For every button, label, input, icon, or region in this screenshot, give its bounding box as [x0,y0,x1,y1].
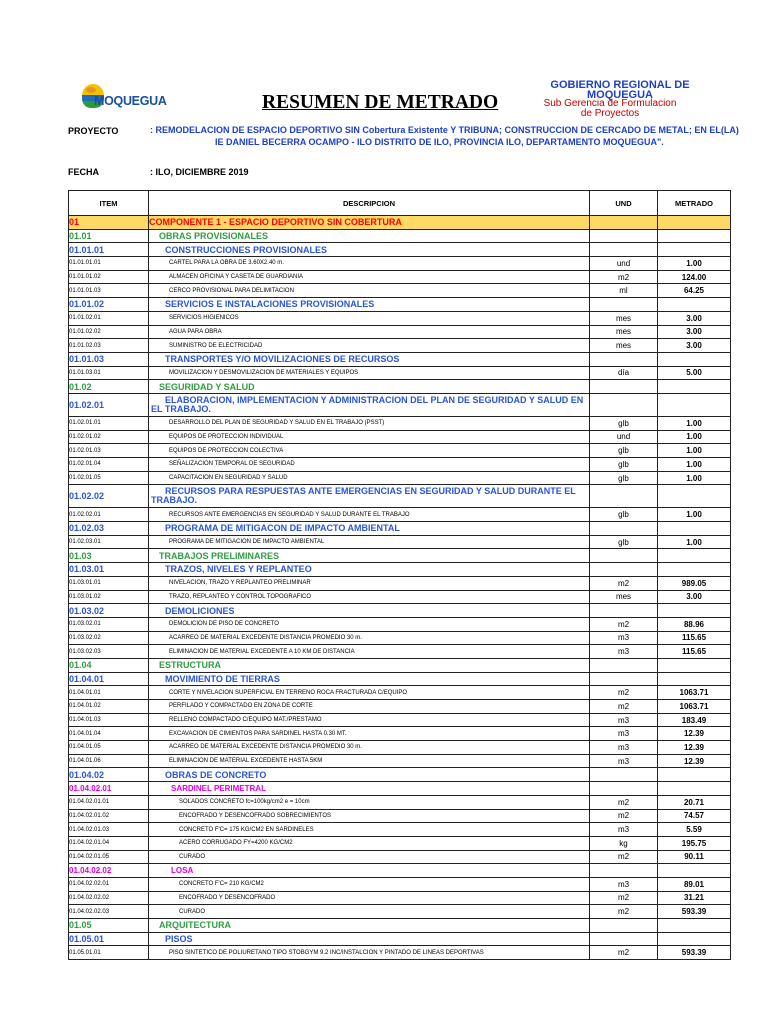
table-row [69,850,731,864]
row-unit: m2 [590,576,658,590]
table-row [69,932,731,946]
row-item: 01.04.01.03 [69,713,149,727]
row-item: 01.02.02.01 [69,508,149,522]
row-unit: mes [590,311,658,325]
page-title: RESUMEN DE METRADO [262,92,499,113]
row-unit: m2 [590,795,658,809]
gobierno-regional: GOBIERNO REGIONAL DE MOQUEGUA [550,79,690,101]
row-description: SERVICIOS HIGIENICOS [149,311,590,325]
row-unit [590,298,658,312]
row-description: ELIMINACION DE MATERIAL EXCEDENTE HASTA 5KM [149,754,590,768]
table-row [69,741,731,755]
table-row [69,809,731,823]
row-metrado: 1.00 [658,257,731,271]
row-metrado: 1.00 [658,416,731,430]
row-description: SEÑALIZACION TEMPORAL DE SEGURIDAD [149,458,590,472]
row-metrado: 989.05 [658,576,731,590]
row-metrado [658,393,731,416]
row-item: 01.03.02.03 [69,645,149,659]
table-row [69,284,731,298]
row-description: EQUIPOS DE PROTECCION COLECTIVA [149,444,590,458]
row-item: 01.01.02.01 [69,311,149,325]
table-row [69,229,731,243]
row-unit: m2 [590,850,658,864]
row-unit: ml [590,284,658,298]
table-row [69,658,731,672]
row-metrado: 593.39 [658,946,731,960]
row-item: 01.03.02.01 [69,617,149,631]
row-unit: und [590,257,658,271]
row-item: 01.04.02.01.05 [69,850,149,864]
row-unit: m3 [590,727,658,741]
row-metrado: 12.39 [658,727,731,741]
table-row [69,823,731,837]
row-metrado: 1.00 [658,508,731,522]
table-row [69,686,731,700]
row-metrado [658,380,731,394]
header-und: UND [590,191,658,216]
row-unit: m2 [590,686,658,700]
row-description: ELIMINACION DE MATERIAL EXCEDENTE A 10 KM DE DISTANCIA [149,645,590,659]
row-metrado: 88.96 [658,617,731,631]
row-item: 01.01.01.01 [69,257,149,271]
row-description: PISO SINTETICO DE POLIURETANO TIPO STOBGYM 9.2 INC/INSTALCION Y PINTADO DE LINEAS DEPORTIVAS [149,946,590,960]
table-row [69,576,731,590]
table-row [69,471,731,485]
row-metrado [658,919,731,933]
row-unit: glb [590,458,658,472]
table-header-row [69,191,731,216]
row-metrado [658,672,731,686]
row-item: 01.05 [69,919,149,933]
row-description: CERCO PROVISIONAL PARA DELIMITACION [149,284,590,298]
row-description: RECURSOS ANTE EMERGENCIAS EN SEGURIDAD Y SALUD DURANTE EL TRABAJO [149,508,590,522]
row-unit [590,485,658,508]
row-metrado: 3.00 [658,590,731,604]
table-row [69,216,731,230]
row-unit: kg [590,836,658,850]
row-metrado: 1063.71 [658,700,731,714]
row-description: CAPACITACION EN SEGURIDAD Y SALUD [149,471,590,485]
row-metrado: 89.01 [658,877,731,891]
row-metrado [658,604,731,618]
row-unit: m2 [590,270,658,284]
row-description: CONCRETO F'C= 210 KG/CM2 [149,877,590,891]
table-row [69,311,731,325]
row-metrado: 1.00 [658,535,731,549]
row-description: COMPONENTE 1 - ESPACIO DEPORTIVO SIN COBERTURA [149,216,590,230]
row-item: 01.04.01 [69,672,149,686]
table-row [69,352,731,366]
row-unit [590,604,658,618]
row-metrado [658,864,731,878]
row-description: SARDINEL PERIMETRAL [149,782,590,796]
row-item: 01.02.03 [69,522,149,536]
table-row [69,535,731,549]
row-description: MOVIMIENTO DE TIERRAS [149,672,590,686]
row-metrado: 124.00 [658,270,731,284]
subgerencia: Sub Gerencia de Formulacion de Proyectos [543,98,677,119]
row-unit [590,380,658,394]
row-description: CURADO [149,905,590,919]
table-row [69,946,731,960]
table-row [69,754,731,768]
row-metrado [658,782,731,796]
table-row [69,549,731,563]
row-description: TRAZO, REPLANTEO Y CONTROL TOPOGRAFICO [149,590,590,604]
row-unit [590,658,658,672]
row-metrado: 5.59 [658,823,731,837]
row-item: 01.03.01.01 [69,576,149,590]
header-metrado: METRADO [658,191,731,216]
row-item: 01.02.03.01 [69,535,149,549]
row-description: PROGRAMA DE MITIGACION DE IMPACTO AMBIENTAL [149,535,590,549]
table-row [69,243,731,257]
row-metrado: 115.65 [658,645,731,659]
row-item: 01.03.02.02 [69,631,149,645]
row-unit: m3 [590,754,658,768]
row-metrado: 1.00 [658,430,731,444]
row-item: 01.05.01.01 [69,946,149,960]
row-metrado [658,485,731,508]
row-item: 01.01.03 [69,352,149,366]
table-row [69,631,731,645]
row-item: 01.01.01.02 [69,270,149,284]
row-unit: día [590,366,658,380]
row-description: RECURSOS PARA RESPUESTAS ANTE EMERGENCIAS EN SEGURIDAD Y SALUD DURANTE EL TRABAJO. [149,485,590,508]
row-unit [590,229,658,243]
table-row [69,590,731,604]
row-unit [590,563,658,577]
row-item: 01.04.01.04 [69,727,149,741]
row-metrado: 12.39 [658,741,731,755]
row-description: SUMINISTRO DE ELECTRICIDAD [149,339,590,353]
table-row [69,672,731,686]
row-item: 01.04.01.02 [69,700,149,714]
row-description: SEGURIDAD Y SALUD [149,380,590,394]
row-unit: m2 [590,700,658,714]
row-description: ALMACEN OFICINA Y CASETA DE GUARDIANIA [149,270,590,284]
row-item: 01.05.01 [69,932,149,946]
table-row [69,700,731,714]
row-description: TRAZOS, NIVELES Y REPLANTEO [149,563,590,577]
row-description: ESTRUCTURA [149,658,590,672]
row-unit: glb [590,444,658,458]
table-row [69,366,731,380]
row-metrado: 115.65 [658,631,731,645]
row-unit [590,522,658,536]
row-metrado: 1.00 [658,458,731,472]
row-unit: mes [590,325,658,339]
row-unit [590,768,658,782]
table-row [69,836,731,850]
row-metrado: 31.21 [658,891,731,905]
row-item: 01.04.02.02.02 [69,891,149,905]
row-item: 01.04.01.01 [69,686,149,700]
row-item: 01.02.01.02 [69,430,149,444]
table-row [69,795,731,809]
row-description: TRABAJOS PRELIMINARES [149,549,590,563]
table-row [69,508,731,522]
row-description: ACERO CORRUGADO FY=4200 KG/CM2 [149,836,590,850]
table-row [69,380,731,394]
row-item: 01.02 [69,380,149,394]
row-unit: glb [590,508,658,522]
row-description: MOVILIZACION Y DESMOVILIZACION DE MATERIALES Y EQUIPOS [149,366,590,380]
table-row [69,430,731,444]
row-unit: m3 [590,741,658,755]
row-description: ACARREO DE MATERIAL EXCEDENTE DISTANCIA PROMEDIO 30 m. [149,631,590,645]
row-item: 01.04.02.01.01 [69,795,149,809]
row-metrado [658,932,731,946]
row-metrado: 12.39 [658,754,731,768]
row-unit [590,243,658,257]
table-row [69,645,731,659]
row-metrado: 3.00 [658,325,731,339]
row-unit: m2 [590,617,658,631]
row-unit: glb [590,471,658,485]
row-item: 01.04.02.01 [69,782,149,796]
row-description: CURADO [149,850,590,864]
row-description: ENCOFRADO Y DESENCOFRADO SOBRECIMIENTOS [149,809,590,823]
row-item: 01.02.01.03 [69,444,149,458]
table-row [69,919,731,933]
row-metrado: 1063.71 [658,686,731,700]
row-metrado: 183.49 [658,713,731,727]
table-row [69,339,731,353]
row-item: 01.04.02.02.01 [69,877,149,891]
row-item: 01.01.02 [69,298,149,312]
table-row [69,416,731,430]
row-description: CORTE Y NIVELACION SUPERFICIAL EN TERRENO ROCA FRACTURADA C/EQUIPO [149,686,590,700]
row-metrado: 20.71 [658,795,731,809]
row-unit: mes [590,339,658,353]
table-row [69,393,731,416]
row-unit: m2 [590,905,658,919]
row-unit: m3 [590,645,658,659]
row-item: 01.03 [69,549,149,563]
row-metrado [658,549,731,563]
row-item: 01.04.02.01.04 [69,836,149,850]
table-row [69,877,731,891]
row-description: SERVICIOS E INSTALACIONES PROVISIONALES [149,298,590,312]
row-unit: m3 [590,823,658,837]
header-item: ITEM [69,191,149,216]
row-description: PROGRAMA DE MITIGACON DE IMPACTO AMBIENTAL [149,522,590,536]
row-description: ACARREO DE MATERIAL EXCEDENTE DISTANCIA PROMEDIO 30 m. [149,741,590,755]
row-item: 01 [69,216,149,230]
table-row [69,522,731,536]
row-unit: m2 [590,891,658,905]
table-row [69,270,731,284]
row-unit [590,216,658,230]
row-description: LOSA [149,864,590,878]
row-description: ARQUITECTURA [149,919,590,933]
metrado-table [68,190,731,960]
row-unit: und [590,430,658,444]
proyecto-label: PROYECTO [68,126,119,136]
row-unit [590,672,658,686]
row-metrado: 5.00 [658,366,731,380]
row-item: 01.01.02.02 [69,325,149,339]
table-row [69,768,731,782]
row-description: EXCAVACION DE CIMIENTOS PARA SARDINEL HASTA 0.30 MT. [149,727,590,741]
row-description: NIVELACION, TRAZO Y REPLANTEO PRELIMINAR [149,576,590,590]
row-metrado: 90.11 [658,850,731,864]
row-description: ELABORACION, IMPLEMENTACION Y ADMINISTRACION DEL PLAN DE SEGURIDAD Y SALUD EN EL TRABAJO. [149,393,590,416]
row-description: DEMOLICION DE PISO DE CONCRETO [149,617,590,631]
row-description: CONCRETO F'C= 175 KG/CM2 EN SARDINELES [149,823,590,837]
table-row [69,257,731,271]
row-item: 01.04.02.02.03 [69,905,149,919]
row-metrado: 64.25 [658,284,731,298]
row-item: 01.04.02.01.03 [69,823,149,837]
row-item: 01.01.01 [69,243,149,257]
row-unit [590,919,658,933]
row-metrado: 593.39 [658,905,731,919]
row-item: 01.04.01.06 [69,754,149,768]
row-description: AGUA PARA OBRA [149,325,590,339]
row-metrado: 3.00 [658,339,731,353]
proyecto-line-2: IE DANIEL BECERRA OCAMPO - ILO DISTRITO DE ILO, PROVINCIA ILO, DEPARTAMENTO MOQUEGUA". [215,137,664,147]
row-item: 01.04.01.05 [69,741,149,755]
table-row [69,325,731,339]
table-row [69,713,731,727]
row-description: CARTEL PARA LA OBRA DE 3.60X2.40 m. [149,257,590,271]
row-description: TRANSPORTES Y/O MOVILIZACIONES DE RECURSOS [149,352,590,366]
table-row [69,782,731,796]
row-unit [590,352,658,366]
row-item: 01.02.01.01 [69,416,149,430]
row-item: 01.01.02.03 [69,339,149,353]
row-item: 01.02.01.05 [69,471,149,485]
row-description: EQUIPOS DE PROTECCION INDIVIDUAL [149,430,590,444]
row-item: 01.03.02 [69,604,149,618]
row-description: DEMOLICIONES [149,604,590,618]
row-description: CONSTRUCCIONES PROVISIONALES [149,243,590,257]
row-item: 01.04.02 [69,768,149,782]
row-unit [590,782,658,796]
row-description: ENCOFRADO Y DESENCOFRADO [149,891,590,905]
table-row [69,444,731,458]
row-metrado [658,563,731,577]
row-unit: m2 [590,946,658,960]
row-item: 01.02.01.04 [69,458,149,472]
row-item: 01.04.02.02 [69,864,149,878]
table-row [69,604,731,618]
row-unit [590,549,658,563]
logo [80,84,172,118]
table-row [69,727,731,741]
row-metrado [658,352,731,366]
fecha-label: FECHA [68,167,99,177]
table-body [69,216,731,960]
row-item: 01.03.01 [69,563,149,577]
table-row [69,864,731,878]
row-metrado: 1.00 [658,471,731,485]
row-unit: m3 [590,877,658,891]
table-row [69,891,731,905]
row-description: DESARROLLO DEL PLAN DE SEGURIDAD Y SALUD EN EL TRABAJO (PSST) [149,416,590,430]
row-metrado: 195.75 [658,836,731,850]
row-unit: m2 [590,809,658,823]
row-metrado [658,658,731,672]
logo-text: MOQUEGUA [94,94,167,108]
row-item: 01.03.01.02 [69,590,149,604]
row-unit [590,932,658,946]
row-item: 01.04.02.01.02 [69,809,149,823]
row-description: RELLENO COMPACTADO C/EQUIPO MAT./PRESTAMO [149,713,590,727]
row-metrado [658,243,731,257]
row-unit: glb [590,416,658,430]
row-metrado [658,522,731,536]
table-row [69,298,731,312]
row-item: 01.02.02 [69,485,149,508]
row-metrado: 3.00 [658,311,731,325]
row-item: 01.02.01 [69,393,149,416]
row-description: OBRAS DE CONCRETO [149,768,590,782]
row-metrado: 74.57 [658,809,731,823]
table-row [69,458,731,472]
row-description: PISOS [149,932,590,946]
row-unit: m3 [590,713,658,727]
row-item: 01.04 [69,658,149,672]
row-metrado: 1.00 [658,444,731,458]
row-description: PERFILADO Y COMPACTADO EN ZONA DE CORTE [149,700,590,714]
row-metrado [658,768,731,782]
row-unit: mes [590,590,658,604]
table-row [69,563,731,577]
row-unit: m3 [590,631,658,645]
row-description: SOLADOS CONCRETO fc=100kg/cm2 e = 10cm [149,795,590,809]
fecha-value: : ILO, DICIEMBRE 2019 [150,167,249,177]
row-unit [590,393,658,416]
table-row [69,905,731,919]
proyecto-line-1: : REMODELACION DE ESPACIO DEPORTIVO SIN Cobertura Existente Y TRIBUNA; CONSTRUCCION DE CERCADO DE METAL; EN EL(LA) [150,125,739,135]
row-item: 01.01.03.01 [69,366,149,380]
table-row [69,485,731,508]
header-descripcion: DESCRIPCION [149,191,590,216]
row-item: 01.01.01.03 [69,284,149,298]
proyecto-value [150,124,740,148]
row-description: OBRAS PROVISIONALES [149,229,590,243]
row-metrado [658,216,731,230]
row-unit: glb [590,535,658,549]
row-item: 01.01 [69,229,149,243]
row-metrado [658,229,731,243]
row-unit [590,864,658,878]
row-metrado [658,298,731,312]
table-row [69,617,731,631]
